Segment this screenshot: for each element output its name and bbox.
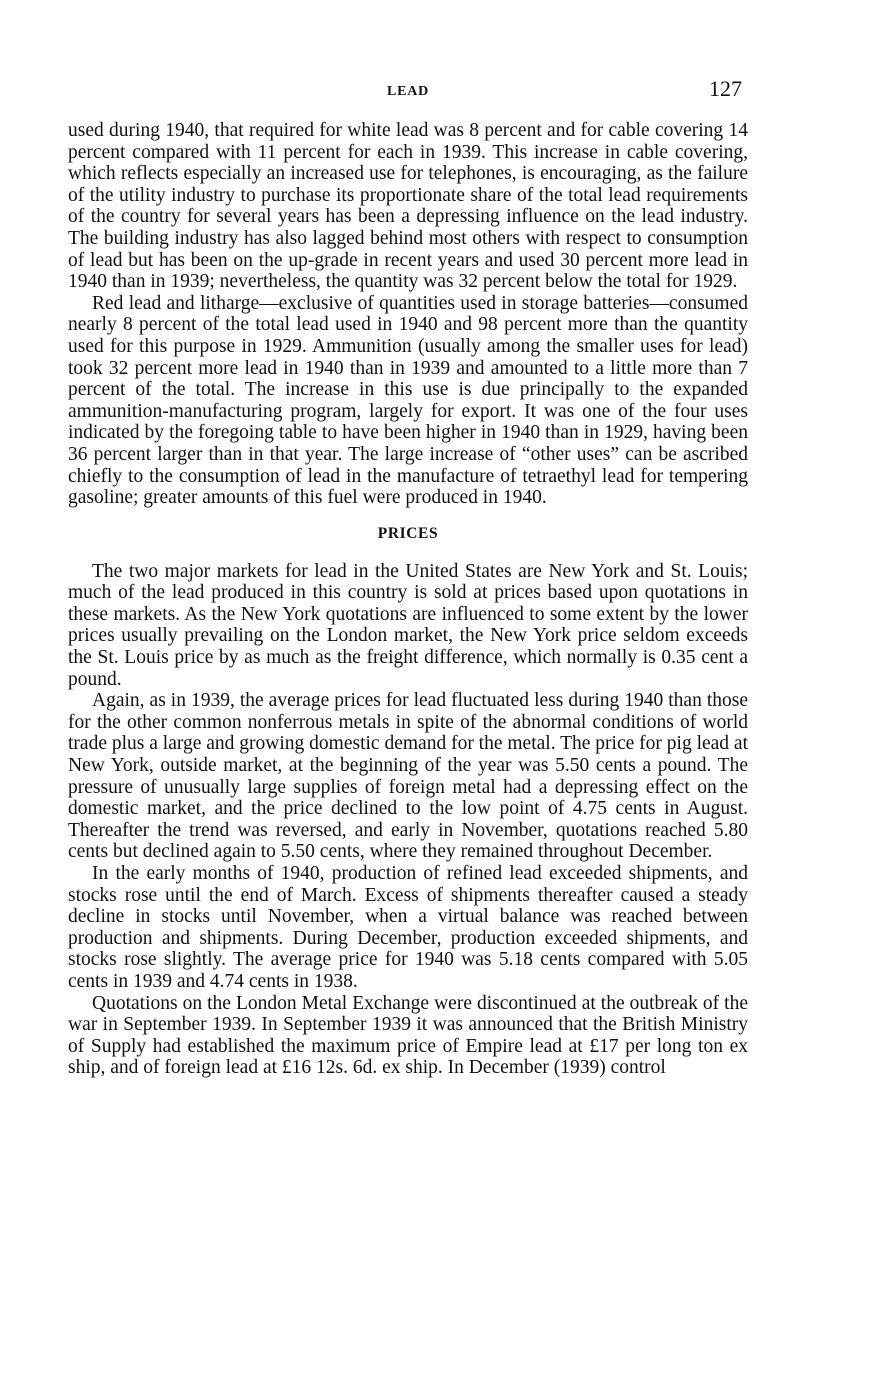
page-number: 127 [709, 76, 742, 101]
paragraph-red-lead: Red lead and litharge—exclusive of quantities used in storage batteries—consumed nearly 8 percent of the total lead used in 1940 and 98 percent more than the quantity used for this purpose in 1929. Ammunition (usually among the smaller uses for lead) took 32 percent more lead in 1940 than in 1939 and amounted to a little more than 7 percent of the total. The increase in this use is due principally to the expanded ammunition-manufacturing program, largely for export. It was one of the four uses indicated by the foregoing table to have been higher in 1940 than in 1929, having been 36 percent larger than in that year. The large increase of “other uses” can be ascribed chiefly to the consumption of lead in the manufacture of tetraethyl lead for tempering gasoline; greater amounts of this fuel were produced in 1940. [68, 292, 748, 509]
paragraph-continued: used during 1940, that required for white lead was 8 percent and for cable covering 14 percent compared with 11 percent for each in 1939. This increase in cable covering, which reflects especially an increased use for telephones, is encouraging, as the failure of the utility industry to purchase its proportionate share of the total lead requirements of the country for several years has been a depressing influence on the lead industry. The building industry has also lagged behind most others with respect to consumption of lead but has been on the up-grade in recent years and used 30 percent more lead in 1940 than in 1939; nevertheless, the quantity was 32 percent below the total for 1929. [68, 120, 748, 293]
paragraph-production-stocks: In the early months of 1940, production of refined lead exceeded shipments, and stocks rose until the end of March. Excess of shipments thereafter caused a steady decline in stocks until November, when a virtual balance was reached between production and shipments. During December, production exceeded shipments, and stocks rose slightly. The average price for 1940 was 5.18 cents compared with 5.05 cents in 1939 and 4.74 cents in 1938. [68, 863, 748, 992]
document-page [68, 76, 748, 1079]
running-title: LEAD [386, 84, 430, 99]
paragraph-london-exchange: Quotations on the London Metal Exchange were discontinued at the outbreak of the war in September 1939. In September 1939 it was announced that the British Ministry of Supply had established the maximum price of Empire lead at £17 per long ton ex ship, and of foreign lead at £16 12s. 6d. ex ship. In December (1939) control [68, 992, 748, 1079]
paragraph-price-fluctuation: Again, as in 1939, the average prices for lead fluctuated less during 1940 than those for the other common nonferrous metals in spite of the abnormal conditions of world trade plus a large and growing domestic demand for the metal. The price for pig lead at New York, outside market, at the beginning of the year was 5.50 cents a pound. The pressure of unusually large supplies of foreign metal had a depressing effect on the domestic market, and the price declined to the low point of 4.75 cents in August. Thereafter the trend was reversed, and early in November, quotations reached 5.80 cents but declined again to 5.50 cents, where they remained throughout December. [68, 690, 748, 863]
body-text [68, 120, 748, 1079]
paragraph-major-markets: The two major markets for lead in the United States are New York and St. Louis; much of the lead produced in this country is sold at prices based upon quotations in these markets. As the New York quotations are influenced to some extent by the lower prices usually prevailing on the London market, the New York price seldom exceeds the St. Louis price by as much as the freight difference, which normally is 0.35 cent a pound. [68, 560, 748, 690]
running-head [68, 76, 748, 120]
section-heading-prices: PRICES [377, 524, 439, 542]
